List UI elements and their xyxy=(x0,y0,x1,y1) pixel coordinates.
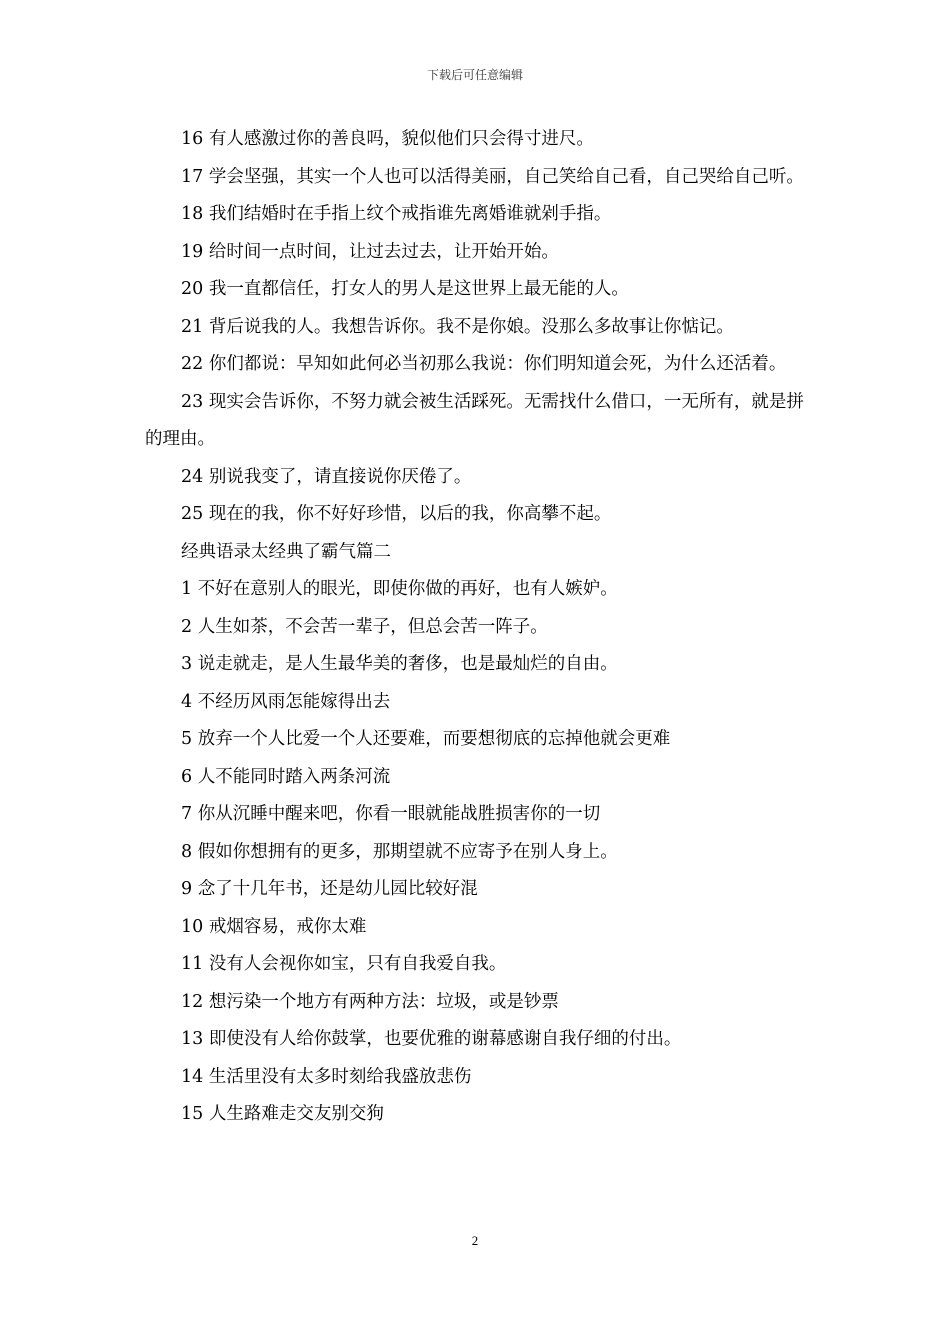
paragraph: 6 人不能同时踏入两条河流 xyxy=(181,766,391,787)
paragraph: 10 戒烟容易，戒你太难 xyxy=(181,916,367,937)
paragraph: 1 不好在意别人的眼光，即使你做的再好，也有人嫉妒。 xyxy=(181,579,618,599)
paragraph: 5 放弃一个人比爱一个人还要难，而要想彻底的忘掉他就会更难 xyxy=(181,729,671,749)
paragraph: 4 不经历风雨怎能嫁得出去 xyxy=(181,691,391,712)
paragraph: 17 学会坚强，其实一个人也可以活得美丽，自己笑给自己看，自己哭给自己听。 xyxy=(181,166,804,187)
paragraph: 21 背后说我的人。我想告诉你。我不是你娘。没那么多故事让你惦记。 xyxy=(181,316,734,337)
paragraph: 7 你从沉睡中醒来吧，你看一眼就能战胜损害你的一切 xyxy=(181,804,601,824)
document-body xyxy=(145,121,807,1134)
paragraph: 25 现在的我，你不好好珍惜，以后的我，你高攀不起。 xyxy=(181,504,612,524)
paragraph: 2 人生如茶，不会苦一辈子，但总会苦一阵子。 xyxy=(181,616,548,637)
paragraph: 16 有人感激过你的善良吗，貌似他们只会得寸进尺。 xyxy=(181,129,594,149)
paragraph: 12 想污染一个地方有两种方法：垃圾，或是钞票 xyxy=(181,991,559,1012)
paragraph: 24 别说我变了，请直接说你厌倦了。 xyxy=(181,466,472,487)
paragraph: 23 现实会告诉你，不努力就会被生活踩死。无需找什么借口，一无所有，就是拼的理由。 xyxy=(145,391,804,449)
paragraph: 8 假如你想拥有的更多，那期望就不应寄予在别人身上。 xyxy=(181,841,618,862)
paragraph: 9 念了十几年书，还是幼儿园比较好混 xyxy=(181,879,478,899)
paragraph: 13 即使没有人给你鼓掌，也要优雅的谢幕感谢自我仔细的付出。 xyxy=(181,1029,682,1049)
paragraph: 3 说走就走，是人生最华美的奢侈，也是最灿烂的自由。 xyxy=(181,654,618,674)
paragraph: 19 给时间一点时间，让过去过去，让开始开始。 xyxy=(181,241,559,262)
page-header: 下载后可任意编辑 xyxy=(426,68,523,82)
paragraph: 15 人生路难走交友别交狗 xyxy=(181,1104,384,1124)
paragraph: 18 我们结婚时在手指上纹个戒指谁先离婚谁就剁手指。 xyxy=(181,204,612,224)
paragraph: 22 你们都说：早知如此何必当初那么我说：你们明知道会死，为什么还活着。 xyxy=(181,354,787,374)
page-number: 2 xyxy=(471,1233,479,1248)
paragraph: 20 我一直都信任，打女人的男人是这世界上最无能的人。 xyxy=(181,279,629,299)
paragraph: 11 没有人会视你如宝，只有自我爱自我。 xyxy=(181,954,507,974)
section-heading: 经典语录太经典了霸气篇二 xyxy=(181,541,391,562)
paragraph: 14 生活里没有太多时刻给我盛放悲伤 xyxy=(181,1066,472,1087)
